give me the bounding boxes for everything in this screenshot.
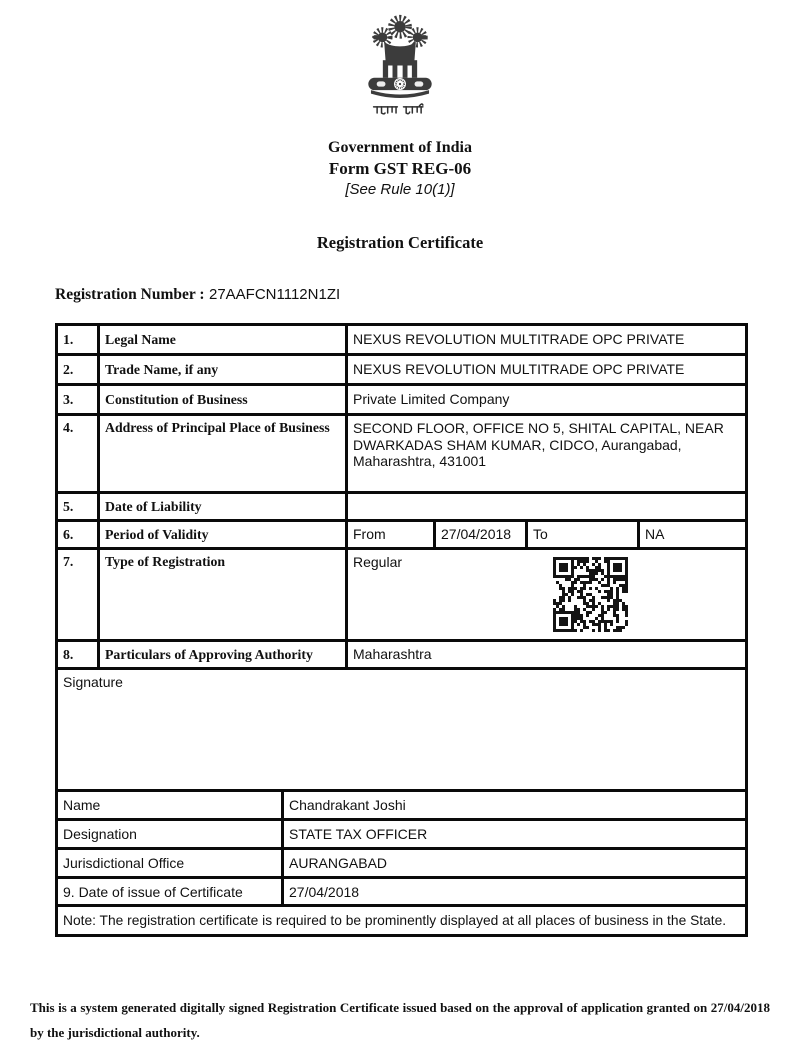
table-row (57, 385, 747, 415)
row-label: Address of Principal Place of Business (99, 415, 347, 493)
officer-name-label: Name (57, 791, 283, 820)
validity-from-label: From (347, 521, 435, 549)
approving-authority-value: Maharashtra (347, 641, 747, 669)
validity-to-label: To (527, 521, 639, 549)
date-of-issue-value: 27/04/2018 (283, 878, 747, 906)
designation-label: Designation (57, 820, 283, 849)
row-number: 3. (57, 385, 99, 415)
table-row (57, 849, 747, 878)
table-row (57, 325, 747, 355)
table-row (57, 521, 747, 549)
signature-cell: Signature (57, 669, 747, 791)
emblem-motto-icon (374, 104, 423, 114)
form-title: Form GST REG-06 (328, 159, 472, 178)
table-row (57, 493, 747, 521)
certificate-title: Registration Certificate (316, 233, 484, 252)
table-row (57, 641, 747, 669)
registration-number-line (55, 285, 800, 304)
row-number: 8. (57, 641, 99, 669)
registration-type-cell (347, 549, 747, 641)
table-row (57, 791, 747, 820)
row-number: 1. (57, 325, 99, 355)
row-number: 4. (57, 415, 99, 493)
table-row (57, 906, 747, 936)
date-of-liability-value (347, 493, 747, 521)
jurisdictional-office-label: Jurisdictional Office (57, 849, 283, 878)
row-label: Type of Registration (99, 549, 347, 641)
table-row (57, 669, 747, 791)
row-label: Legal Name (99, 325, 347, 355)
constitution-value: Private Limited Company (347, 385, 747, 415)
officer-name-value: Chandrakant Joshi (283, 791, 747, 820)
legal-name-value: NEXUS REVOLUTION MULTITRADE OPC PRIVATE (347, 325, 747, 355)
date-of-issue-label: 9. Date of issue of Certificate (57, 878, 283, 906)
trade-name-value: NEXUS REVOLUTION MULTITRADE OPC PRIVATE (347, 355, 747, 385)
disclaimer-text: This is a system generated digitally signed Registration Certificate issued based on the approval of application granted on 27/04/2018 by the jurisdictional authority. (30, 1000, 770, 1040)
address-value: SECOND FLOOR, OFFICE NO 5, SHITAL CAPITAL, NEAR DWARKADAS SHAM KUMAR, CIDCO, Aurangabad, Maharashtra, 431001 (347, 415, 747, 493)
designation-value: STATE TAX OFFICER (283, 820, 747, 849)
note-text: Note: The registration certificate is required to be prominently displayed at all places of business in the State. (57, 906, 747, 936)
registration-type-value: Regular (353, 554, 403, 570)
table-row (57, 878, 747, 906)
validity-from-value: 27/04/2018 (435, 521, 527, 549)
details-table (55, 323, 748, 670)
government-heading: Government of India (328, 139, 472, 156)
officer-table (55, 667, 748, 937)
row-label: Date of Liability (99, 493, 347, 521)
row-label: Constitution of Business (99, 385, 347, 415)
row-label: Trade Name, if any (99, 355, 347, 385)
rule-reference: [See Rule 10(1)] (345, 181, 455, 198)
row-number: 2. (57, 355, 99, 385)
table-row (57, 549, 747, 641)
india-emblem-icon (356, 12, 444, 126)
row-number: 6. (57, 521, 99, 549)
validity-to-value: NA (639, 521, 747, 549)
registration-number-value: 27AAFCN1112N1ZI (208, 286, 341, 303)
table-row (57, 415, 747, 493)
row-number: 7. (57, 549, 99, 641)
row-number: 5. (57, 493, 99, 521)
table-row (57, 355, 747, 385)
row-label: Period of Validity (99, 521, 347, 549)
table-row (57, 820, 747, 849)
registration-number-label: Registration Number : (55, 286, 205, 303)
qr-code (553, 557, 628, 632)
row-label: Particulars of Approving Authority (99, 641, 347, 669)
jurisdictional-office-value: AURANGABAD (283, 849, 747, 878)
